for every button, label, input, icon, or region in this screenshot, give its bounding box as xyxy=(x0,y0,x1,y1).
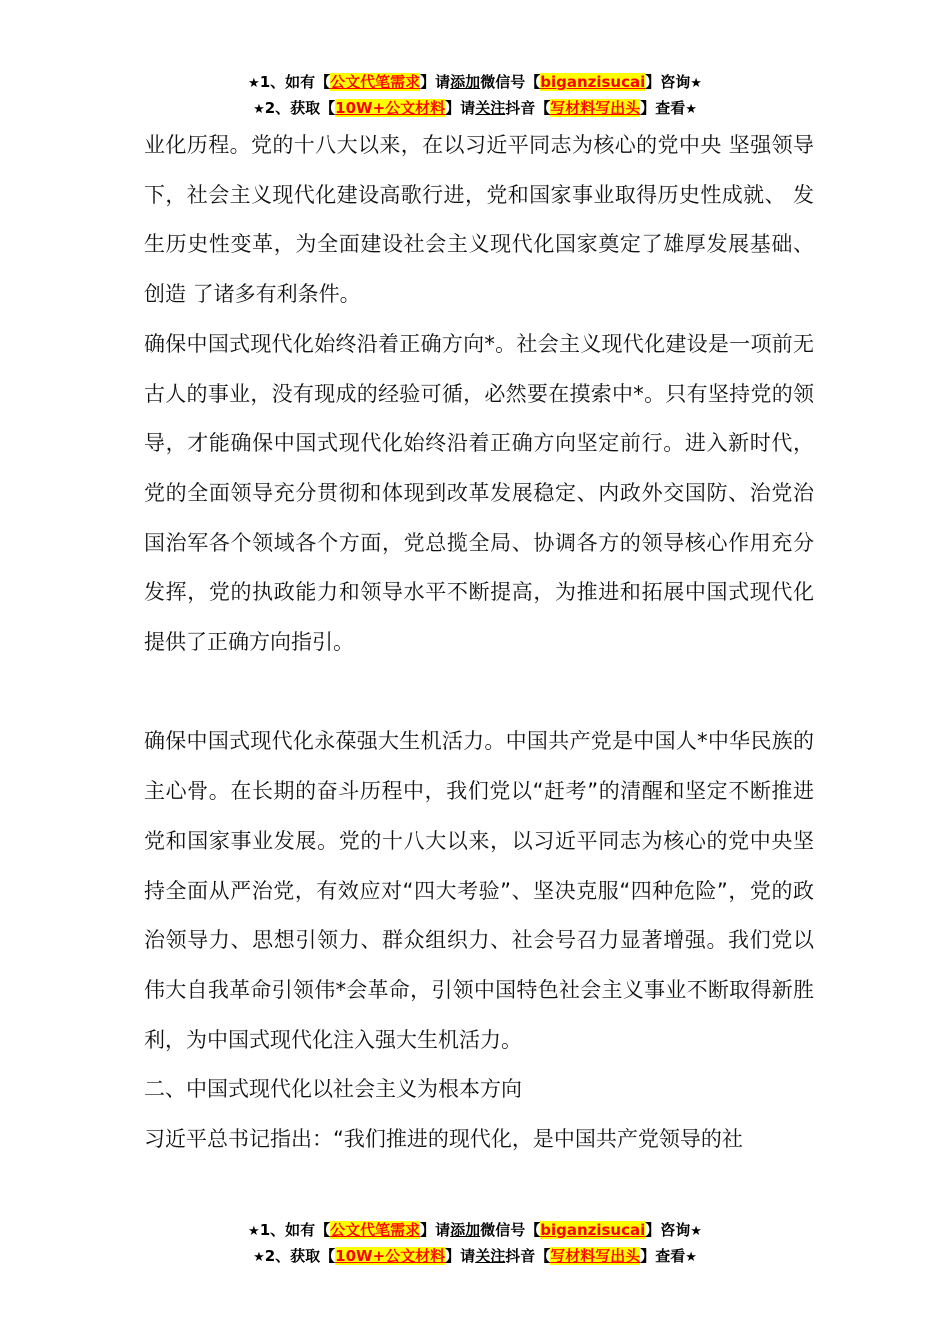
star-icon: ★ xyxy=(685,1250,697,1265)
star-icon: ★ xyxy=(253,102,265,117)
promo-highlight: 写材料写出头 xyxy=(550,1247,641,1265)
promo-line-2 xyxy=(0,96,950,122)
promo-line-1 xyxy=(0,1218,950,1244)
promo-text: 】请 xyxy=(420,73,451,91)
paragraph-vitality: 确保中国式现代化永葆强大生机活力。中国共产党是中国人*中华民族的主心骨。在长期的奋斗历程中，我们党以“赶考”的清醒和坚定不断推进党和国家事业发展。党的十八大以来，以习近平同志为核心的党中央坚持全面从严治党，有效应对“四大考验”、坚决克服“四种危险”，党的政治领导力、思想引领力、群众组织力、社会号召力显著增强。我们党以伟大自我革命引领伟*会革命，引领中国特色社会主义事业不断取得新胜利，为中国式现代化注入强大生机活力。 xyxy=(144,729,814,1052)
paragraph-continuation: 业化历程。党的十八大以来，在以习近平同志为核心的党中央 坚强领导下，社会主义现代化建设高歌行进，党和国家事业取得历史性成就、 发生历史性变革，为全面建设社会主义现代化国家奠定了雄厚发展基础、创造 了诸多有利条件。 xyxy=(144,133,814,307)
promo-highlight: 10W+公文材料 xyxy=(335,99,446,117)
promo-text: 】咨询 xyxy=(645,1221,691,1239)
promo-text: 2、获取【 xyxy=(264,99,336,117)
promo-text: 】请 xyxy=(420,1221,451,1239)
promo-text: 】请 xyxy=(445,99,476,117)
promo-text: 2、获取【 xyxy=(264,1247,336,1265)
section-heading: 二、中国式现代化以社会主义为根本方向 xyxy=(144,1077,522,1102)
star-icon: ★ xyxy=(248,76,260,91)
promo-underline: 添加 xyxy=(450,73,481,91)
promo-highlight: 10W+公文材料 xyxy=(335,1247,446,1265)
promo-highlight: 公文代笔需求 xyxy=(330,1221,421,1239)
promo-text: 1、如有【 xyxy=(259,1221,331,1239)
promo-highlight: biganzisucai xyxy=(540,73,646,91)
promo-text: 】查看 xyxy=(640,99,686,117)
promo-text: 抖音【 xyxy=(505,1247,551,1265)
star-icon: ★ xyxy=(253,1250,265,1265)
promo-text: 微信号【 xyxy=(480,73,541,91)
promo-highlight: 写材料写出头 xyxy=(550,99,641,117)
promo-text: 】咨询 xyxy=(645,73,691,91)
promo-highlight: 公文代笔需求 xyxy=(330,73,421,91)
promo-underline: 关注 xyxy=(475,99,506,117)
paragraph-quote-start: 习近平总书记指出：“我们推进的现代化，是中国共产党领导的社 xyxy=(144,1127,743,1152)
star-icon: ★ xyxy=(690,1224,702,1239)
footer-promo-banner xyxy=(0,1218,950,1270)
promo-line-2 xyxy=(0,1244,950,1270)
header-promo-banner xyxy=(0,70,950,122)
promo-underline: 关注 xyxy=(475,1247,506,1265)
promo-underline: 添加 xyxy=(450,1221,481,1239)
paragraph-spacer xyxy=(144,668,814,718)
star-icon: ★ xyxy=(690,76,702,91)
star-icon: ★ xyxy=(685,102,697,117)
promo-line-1 xyxy=(0,70,950,96)
promo-text: 】查看 xyxy=(640,1247,686,1265)
star-icon: ★ xyxy=(248,1224,260,1239)
promo-text: 微信号【 xyxy=(480,1221,541,1239)
promo-highlight: biganzisucai xyxy=(540,1221,646,1239)
paragraph-correct-direction: 确保中国式现代化始终沿着正确方向*。社会主义现代化建设是一项前无古人的事业，没有现成的经验可循，必然要在摸索中*。只有坚持党的领导，才能确保中国式现代化始终沿着正确方向坚定前行。进入新时代，党的全面领导充分贯彻和体现到改革发展稳定、内政外交国防、治党治国治军各个领域各个方面，党总揽全局、协调各方的领导核心作用充分发挥，党的执政能力和领导水平不断提高，为推进和拓展中国式现代化提供了正确方向指引。 xyxy=(144,331,814,655)
promo-text: 】请 xyxy=(445,1247,476,1265)
promo-text: 1、如有【 xyxy=(259,73,331,91)
promo-text: 抖音【 xyxy=(505,99,551,117)
document-body xyxy=(144,121,814,1165)
